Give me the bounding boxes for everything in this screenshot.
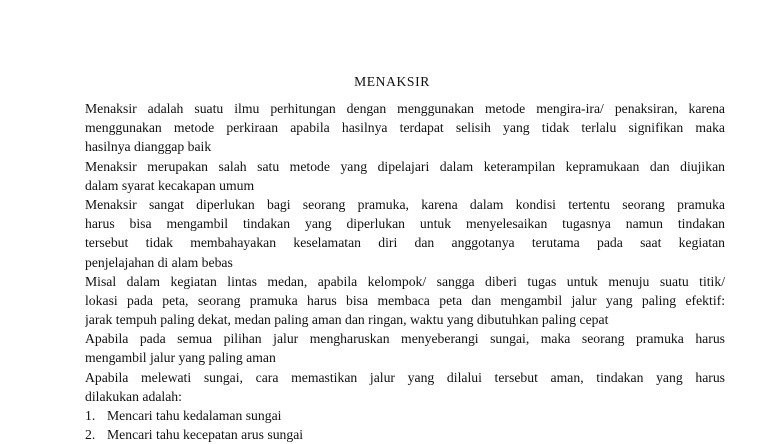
text-line: Misal dalam kegiatan lintas medan, apabila kelompok/ sangga diberi tugas untuk menuju suatu titik/	[85, 273, 725, 289]
paragraph-importance	[85, 195, 725, 272]
paragraph-river-crossing	[85, 329, 725, 367]
numbered-list	[85, 406, 725, 444]
text-line: jarak tempuh paling dekat, medan paling aman dan ringan, waktu yang dibutuhkan paling cepat	[85, 312, 609, 328]
text-line: Apabila pada semua pilihan jalur mengharuskan menyeberangi sungai, maka seorang pramuka harus	[85, 331, 725, 347]
text-line: tersebut tidak membahayakan keselamatan diri dan anggotanya terutama pada saat kegiatan	[85, 235, 725, 251]
paragraph-definition	[85, 99, 725, 157]
list-item-text: Mencari tahu kedalaman sungai	[107, 408, 282, 423]
paragraph-example	[85, 272, 725, 330]
text-line: Menaksir merupakan salah satu metode yang dipelajari dalam keterampilan kepramukaan dan diujikan	[85, 158, 725, 174]
text-line: penjelajahan di alam bebas	[85, 254, 233, 270]
list-number: 1.	[85, 408, 96, 423]
text-line: Menaksir sangat diperlukan bagi seorang pramuka, karena dalam kondisi tertentu seorang pramuka	[85, 196, 725, 212]
paragraph-safety-steps-intro	[85, 368, 725, 406]
text-line: dalam syarat kecakapan umum	[85, 177, 255, 193]
document-body	[85, 99, 725, 444]
text-line: Apabila melewati sungai, cara memastikan jalur yang dilalui tersebut aman, tindakan yang harus	[85, 369, 725, 385]
text-line: menggunakan metode perkiraan apabila hasilnya terdapat selisih yang tidak terlalu signifikan maka	[85, 120, 725, 136]
text-line: lokasi pada peta, seorang pramuka harus bisa membaca peta dan mengambil jalur yang paling efektif:	[85, 292, 725, 308]
paragraph-method	[85, 157, 725, 195]
text-line: dilakukan adalah:	[85, 388, 182, 404]
list-item	[85, 406, 725, 425]
text-line: Menaksir adalah suatu ilmu perhitungan dengan menggunakan metode mengira-ira/ penaksiran, karena	[85, 101, 725, 116]
text-line: mengambil jalur yang paling aman	[85, 350, 276, 366]
text-line: hasilnya dianggap baik	[85, 139, 212, 155]
list-item	[85, 425, 725, 444]
list-number: 2.	[85, 427, 96, 443]
document-title: MENAKSIR	[354, 74, 430, 89]
list-item-text: Mencari tahu kecepatan arus sungai	[107, 427, 304, 443]
text-line: harus bisa mengambil tindakan yang diperlukan untuk menyelesaikan tugasnya namun tindakan	[85, 216, 725, 232]
